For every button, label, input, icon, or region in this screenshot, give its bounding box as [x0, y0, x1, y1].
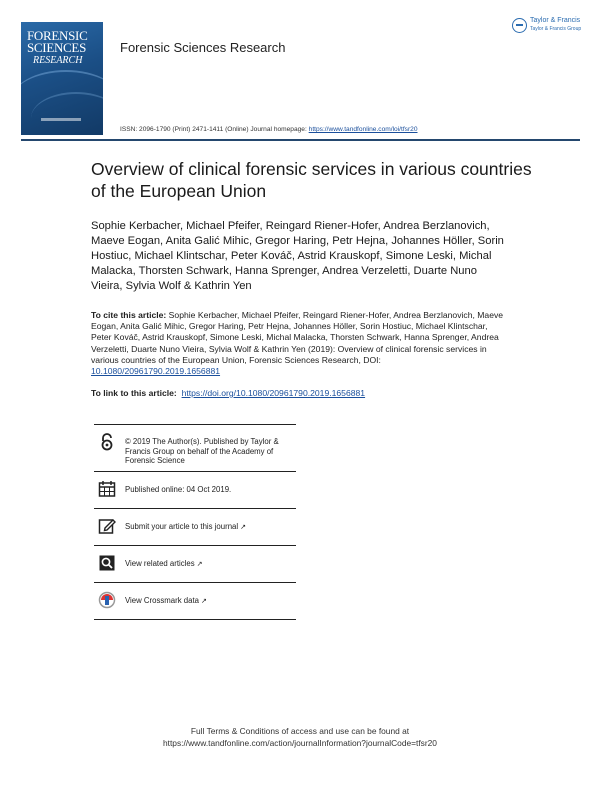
footer-terms-link[interactable]: https://www.tandfonline.com/action/journalInformation?journalCode=tfsr20: [163, 738, 437, 748]
footer: [0, 725, 600, 749]
footer-terms-text: Full Terms & Conditions of access and use can be found at: [190, 726, 410, 736]
citation-label: To cite this article:: [91, 310, 167, 320]
crossmark-icon: [98, 591, 116, 609]
cover-subtitle: RESEARCH: [33, 55, 83, 66]
crossmark-link[interactable]: View Crossmark data: [125, 596, 199, 605]
article-link-line: [91, 388, 365, 398]
publisher-logo[interactable]: Taylor & Francis Taylor & Francis Group: [512, 16, 584, 36]
article-doi-link[interactable]: https://doi.org/10.1080/20961790.2019.1656881: [181, 388, 366, 398]
article-info-list: [94, 424, 296, 620]
article-title: Overview of clinical forensic services in various countries of the European Union: [91, 159, 532, 201]
crossmark-row[interactable]: [94, 583, 296, 619]
header-divider: [21, 139, 580, 141]
article-authors: Sophie Kerbacher, Michael Pfeifer, Reingard Riener-Hofer, Andrea Berzlanovich, Maeve Eogan, Anita Galić Mihic, Gregor Haring, Petr Hejna, Johannes Höller, Sorin Hostiuc, Michael Klintschar, Peter Kováč, Astrid Krauskopf, Simone Leski, Michal Malacka, Thorsten Schwark, Hanna Sprenger, Andrea Verzeletti, Duarte Nuno Vieira, Sylvia Wolf & Kathrin Yen: [91, 220, 504, 292]
journal-homepage-link[interactable]: https://www.tandfonline.com/loi/tfsr20: [308, 126, 418, 133]
cover-title: FORENSIC SCIENCES: [27, 28, 88, 55]
external-link-icon: ↗: [240, 524, 246, 531]
open-access-icon: [98, 433, 116, 451]
related-articles-link[interactable]: View related articles: [125, 559, 195, 568]
license-row: [94, 425, 296, 471]
related-articles-row[interactable]: [94, 546, 296, 582]
edit-icon: [98, 517, 116, 535]
citation-text: Sophie Kerbacher, Michael Pfeifer, Reingard Riener-Hofer, Andrea Berzlanovich, Maeve Eogan, Anita Galić Mihic, Gregor Haring, Petr Hejna, Johannes Höller, Sorin Hostiuc, Michael Klintschar, Peter Kováč, Astrid Krauskopf, Simone Leski, Michal Malacka, Thorsten Schwark, Hanna Sprenger, Andrea Verzeletti, Duarte Nuno Vieira, Sylvia Wolf & Kathrin Yen (2019): Overview of clinical forensic services in various countries of the European Union, Forensic Sciences Research, DOI:: [91, 310, 504, 365]
license-text: © 2019 The Author(s). Published by Taylor & Francis Group on behalf of the Academy of Forensic Science: [125, 437, 279, 466]
external-link-icon: ↗: [196, 561, 203, 568]
journal-name: Forensic Sciences Research: [120, 40, 286, 55]
journal-cover-image: [21, 22, 103, 135]
published-date: Published online: 04 Oct 2019.: [125, 485, 232, 494]
issn-line: ISSN: 2096-1790 (Print) 2471-1411 (Online) Journal homepage: https://www.tandfonline.com/loi/tfsr20: [120, 126, 418, 133]
submit-article-row[interactable]: [94, 509, 296, 545]
published-row: [94, 472, 296, 508]
external-link-icon: ↗: [200, 598, 207, 605]
citation-block: [91, 310, 509, 377]
link-label: To link to this article:: [91, 388, 177, 398]
search-document-icon: [98, 554, 116, 572]
submit-article-link[interactable]: Submit your article to this journal: [125, 522, 239, 531]
publisher-logo-icon: [512, 18, 527, 33]
calendar-icon: [98, 480, 116, 498]
doi-link[interactable]: 10.1080/20961790.2019.1656881: [91, 366, 221, 377]
